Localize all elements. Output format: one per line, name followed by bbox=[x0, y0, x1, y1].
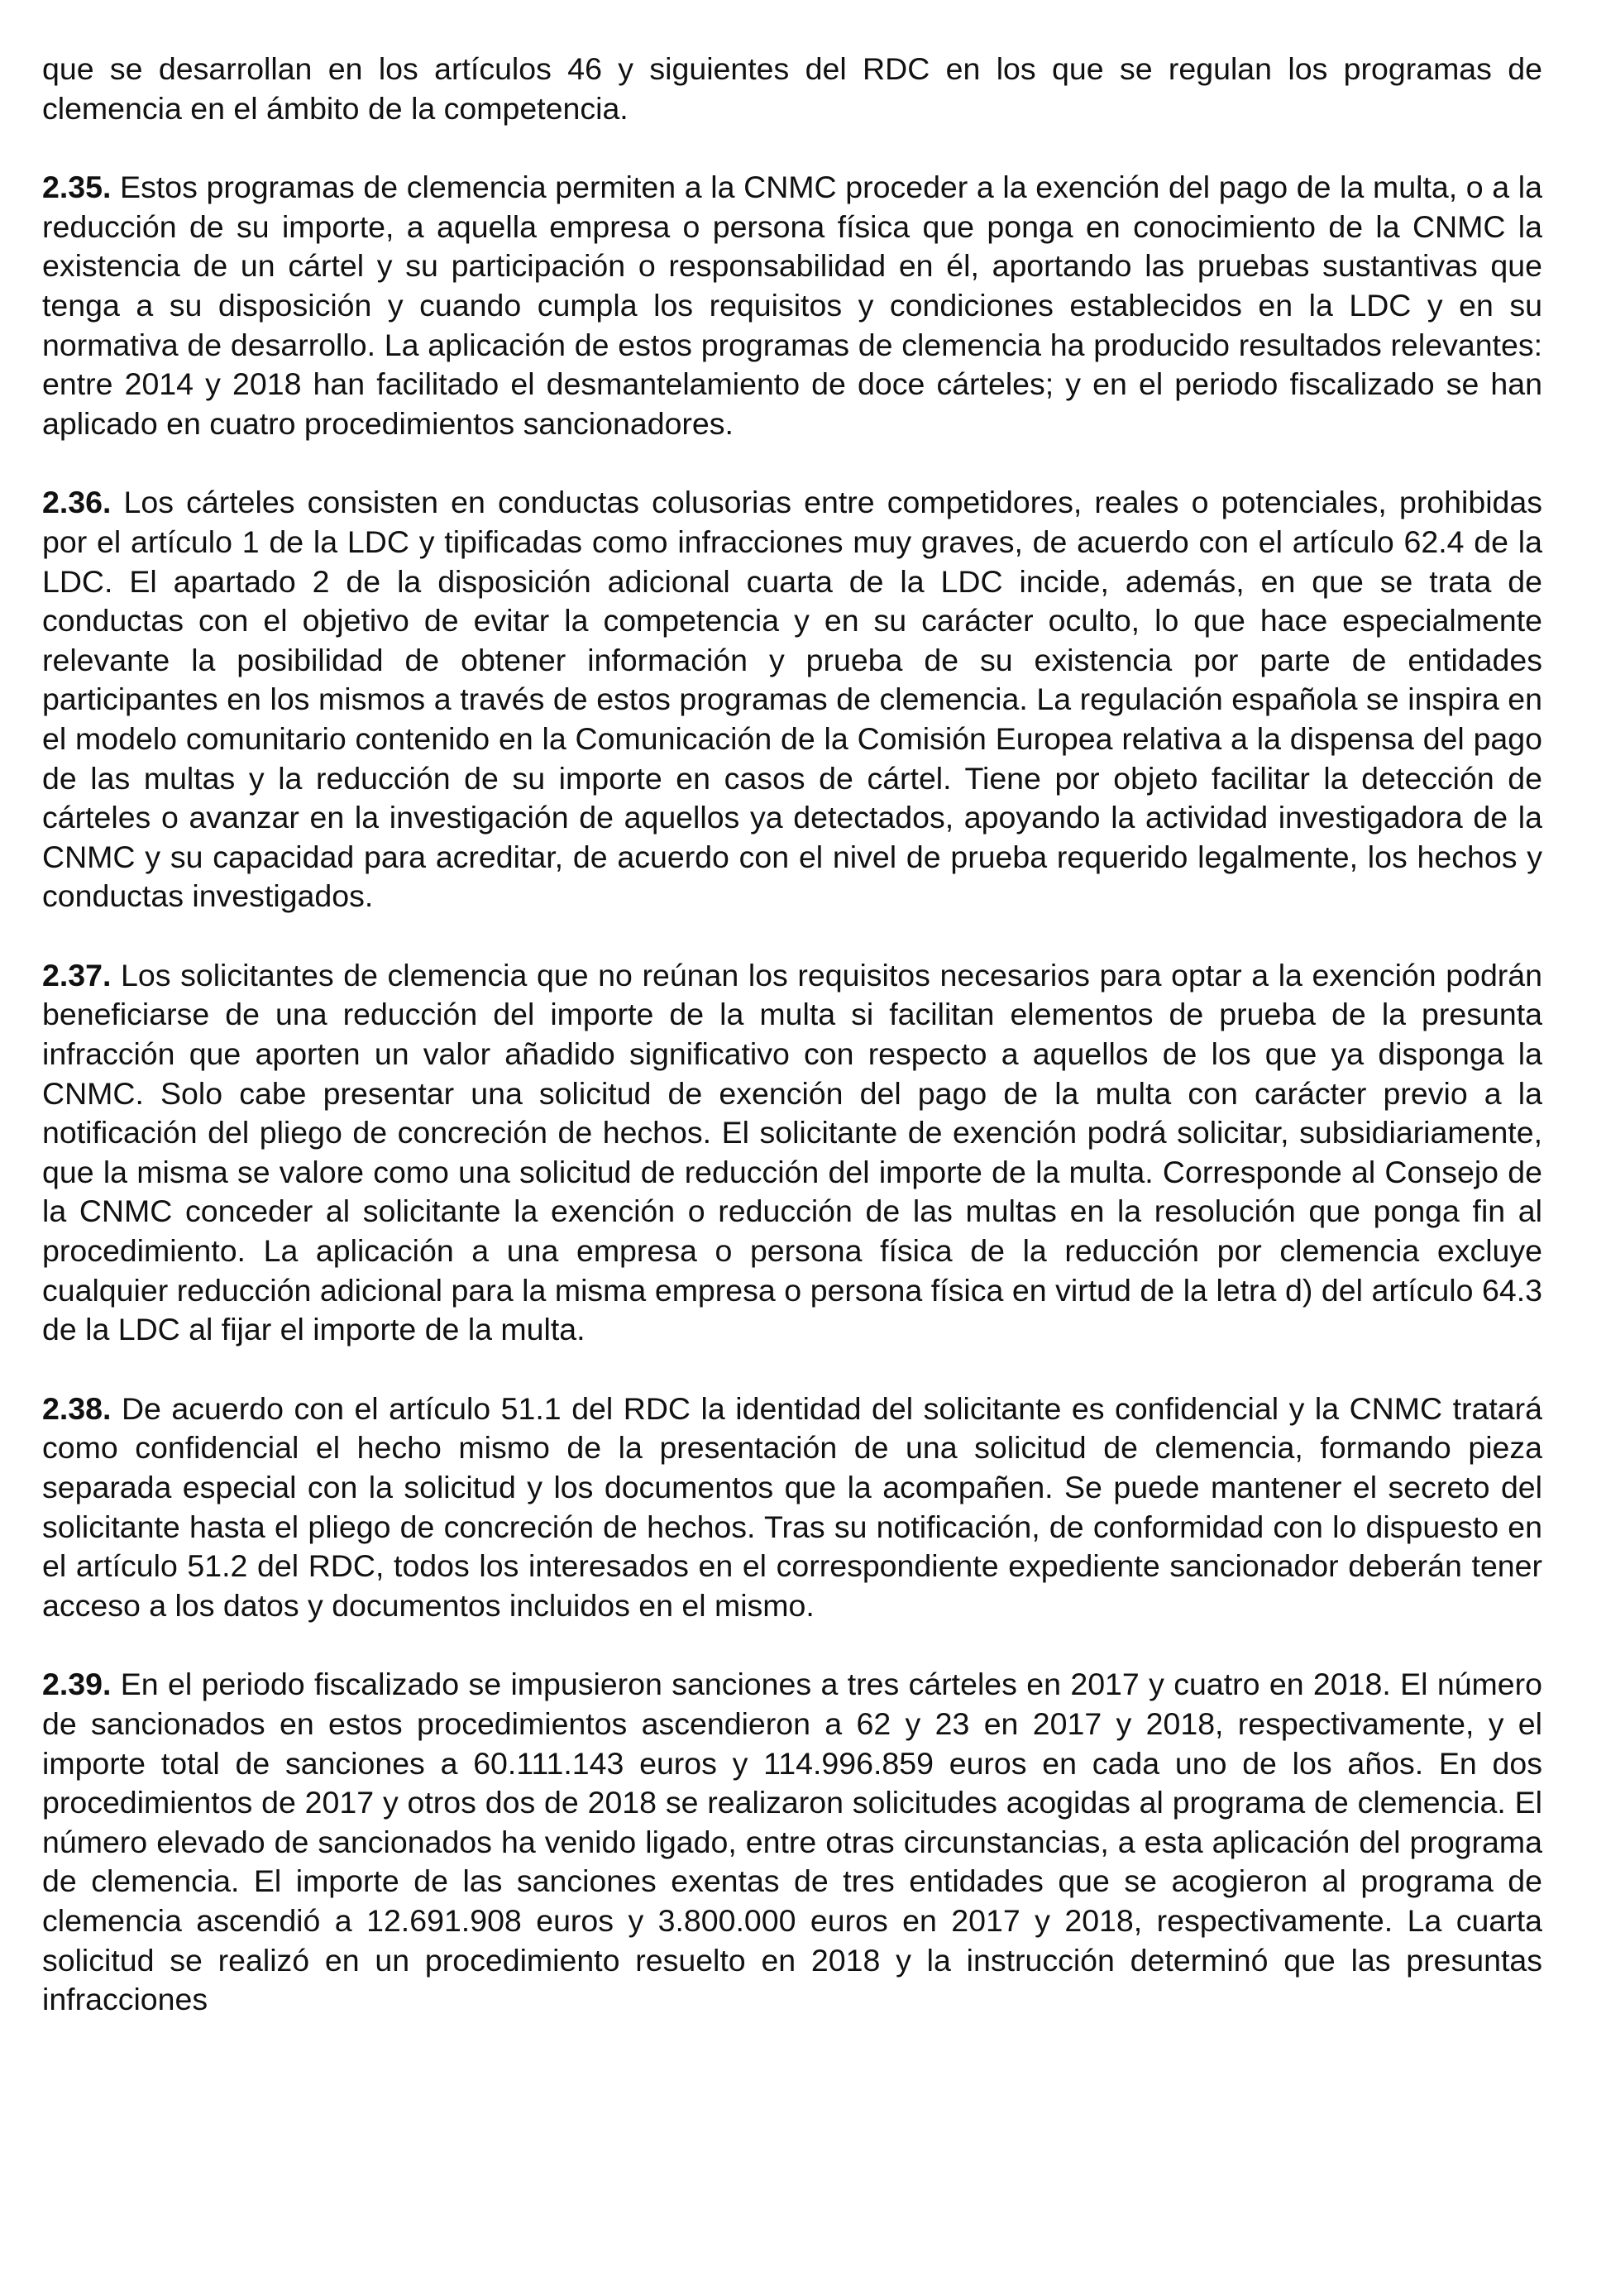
paragraph-text: Los solicitantes de clemencia que no reúnan los requisitos necesarios para optar a la exención podrán beneficiarse de una reducción del importe de la multa si facilitan elementos de prueba de la presunta infracción que aporten un valor añadido significativo con respecto a aquellos de los que ya disponga la CNMC. Solo cabe presentar una solicitud de exención del pago de la multa con carácter previo a la notificación del pliego de concreción de hechos. El solicitante de exención podrá solicitar, subsidiariamente, que la misma se valore como una solicitud de reducción del importe de la multa. Corresponde al Consejo de la CNMC conceder al solicitante la exención o reducción de las multas en la resolución que ponga fin al procedimiento. La aplicación a una empresa o persona física de la reducción por clemencia excluye cualquier reducción adicional para la misma empresa o persona física en virtud de la letra d) del artículo 64.3 de la LDC al fijar el importe de la multa. bbox=[42, 957, 1542, 1347]
paragraph-2-37 bbox=[42, 956, 1542, 1350]
paragraph-number: 2.38. bbox=[42, 1390, 112, 1426]
paragraph-2-36 bbox=[42, 483, 1542, 916]
paragraph-2-38 bbox=[42, 1390, 1542, 1626]
paragraph-text: Los cárteles consisten en conductas colusorias entre competidores, reales o potenciales, prohibidas por el artículo 1 de la LDC y tipificadas como infracciones muy graves, de acuerdo con el artículo 62.4 de la LDC. El apartado 2 de la disposición adicional cuarta de la LDC incide, además, en que se trata de conductas con el objetivo de evitar la competencia y en su carácter oculto, lo que hace especialmente relevante la posibilidad de obtener información y prueba de su existencia por parte de entidades participantes en los mismos a través de estos programas de clemencia. La regulación española se inspira en el modelo comunitario contenido en la Comunicación de la Comisión Europea relativa a la dispensa del pago de las multas y la reducción de su importe en casos de cártel. Tiene por objeto facilitar la detección de cárteles o avanzar en la investigación de aquellos ya detectados, apoyando la actividad investigadora de la CNMC y su capacidad para acreditar, de acuerdo con el nivel de prueba requerido legalmente, los hechos y conductas investigados. bbox=[42, 485, 1542, 914]
paragraph-number: 2.35. bbox=[42, 170, 112, 205]
paragraph-text: que se desarrollan en los artículos 46 y siguientes del RDC en los que se regulan los programas de clemencia en el ámbito de la competencia. bbox=[42, 51, 1542, 126]
paragraph-continuation bbox=[42, 50, 1542, 128]
paragraph-number: 2.37. bbox=[42, 957, 112, 993]
document-page bbox=[42, 50, 1542, 2020]
paragraph-text: De acuerdo con el artículo 51.1 del RDC la identidad del solicitante es confidencial y la CNMC tratará como confidencial el hecho mismo de la presentación de una solicitud de clemencia, formando pieza separada especial con la solicitud y los documentos que la acompañen. Se puede mantener el secreto del solicitante hasta el pliego de concreción de hechos. Tras su notificación, de conformidad con lo dispuesto en el artículo 51.2 del RDC, todos los interesados en el correspondiente expediente sancionador deberán tener acceso a los datos y documentos incluidos en el mismo. bbox=[42, 1390, 1542, 1623]
paragraph-text: Estos programas de clemencia permiten a la CNMC proceder a la exención del pago de la multa, o a la reducción de su importe, a aquella empresa o persona física que ponga en conocimiento de la CNMC la existencia de un cártel y su participación o responsabilidad en él, aportando las pruebas sustantivas que tenga a su disposición y cuando cumpla los requisitos y condiciones establecidos en la LDC y en su normativa de desarrollo. La aplicación de estos programas de clemencia ha producido resultados relevantes: entre 2014 y 2018 han facilitado el desmantelamiento de doce cárteles; y en el periodo fiscalizado se han aplicado en cuatro procedimientos sancionadores. bbox=[42, 170, 1542, 441]
paragraph-number: 2.36. bbox=[42, 485, 112, 520]
paragraph-text: En el periodo fiscalizado se impusieron sanciones a tres cárteles en 2017 y cuatro en 2018. El número de sancionados en estos procedimientos ascendieron a 62 y 23 en 2017 y 2018, respectivamente, y el importe total de sanciones a 60.111.143 euros y 114.996.859 euros en cada uno de los años. En dos procedimientos de 2017 y otros dos de 2018 se realizaron solicitudes acogidas al programa de clemencia. El número elevado de sancionados ha venido ligado, entre otras circunstancias, a esta aplicación del programa de clemencia. El importe de las sanciones exentas de tres entidades que se acogieron al programa de clemencia ascendió a 12.691.908 euros y 3.800.000 euros en 2017 y 2018, respectivamente. La cuarta solicitud se realizó en un procedimiento resuelto en 2018 y la instrucción determinó que las presuntas infracciones bbox=[42, 1667, 1542, 2017]
paragraph-2-39 bbox=[42, 1665, 1542, 2019]
paragraph-number: 2.39. bbox=[42, 1667, 112, 1702]
paragraph-2-35 bbox=[42, 168, 1542, 443]
